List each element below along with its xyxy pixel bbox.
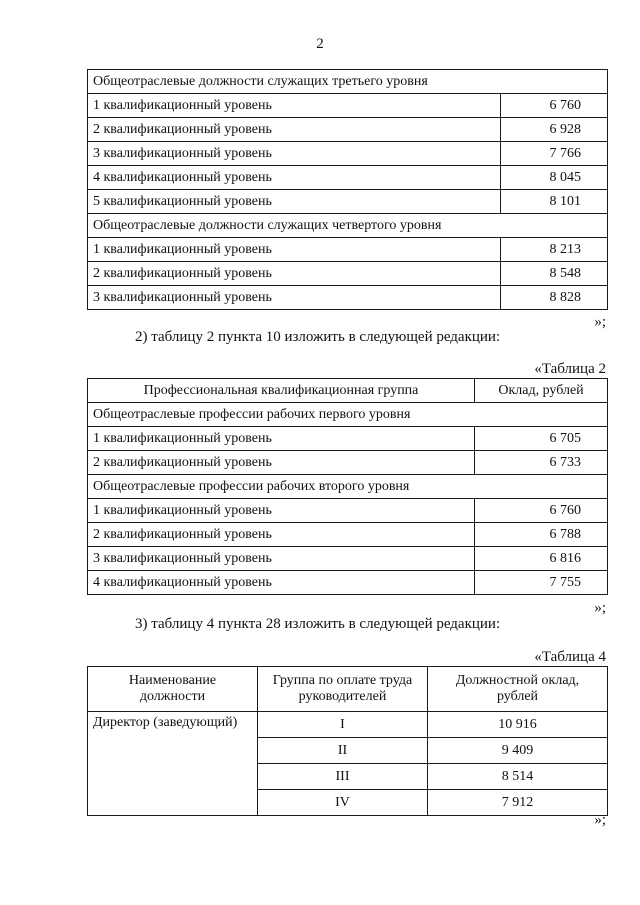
table-row <box>88 142 608 166</box>
header-line: Должностной оклад, <box>455 673 580 688</box>
column-header-salary <box>428 667 608 712</box>
qualification-level: 2 квалификационный уровень <box>88 118 501 142</box>
salary-value: 7 912 <box>428 790 608 816</box>
table-row <box>88 427 608 451</box>
table-group-row <box>88 214 608 238</box>
salary-value: 7 755 <box>475 571 608 595</box>
table-group-row <box>88 475 608 499</box>
header-line: Наименование <box>128 673 217 688</box>
closing-quote: »; <box>594 600 606 616</box>
salary-value: 10 916 <box>428 712 608 738</box>
qualification-level: 4 квалификационный уровень <box>88 571 475 595</box>
pay-group: III <box>258 764 428 790</box>
table-caption: «Таблица 4 <box>534 649 606 665</box>
position-name: Директор (заведующий) <box>88 712 258 816</box>
qualification-level: 2 квалификационный уровень <box>88 451 475 475</box>
table-row <box>88 286 608 310</box>
paragraph-3: 3) таблицу 4 пункта 28 изложить в следующей редакции: <box>135 616 501 632</box>
group-title: Общеотраслевые должности служащих третьего уровня <box>88 70 608 94</box>
table-row <box>88 238 608 262</box>
qualification-level: 1 квалификационный уровень <box>88 238 501 262</box>
qualification-level: 1 квалификационный уровень <box>88 499 475 523</box>
table-header-row <box>88 667 608 712</box>
salary-value: 6 788 <box>475 523 608 547</box>
table-row <box>88 547 608 571</box>
table-header-row <box>88 379 608 403</box>
qualification-level: 3 квалификационный уровень <box>88 547 475 571</box>
table-row <box>88 190 608 214</box>
table-row <box>88 166 608 190</box>
table-row <box>88 262 608 286</box>
header-line: руководителей <box>298 689 387 704</box>
salary-value: 8 101 <box>501 190 608 214</box>
closing-quote: »; <box>594 314 606 330</box>
table-row <box>88 712 608 738</box>
table-group-row <box>88 403 608 427</box>
salary-value: 6 760 <box>501 94 608 118</box>
group-title: Общеотраслевые должности служащих четвертого уровня <box>88 214 608 238</box>
paragraph-2: 2) таблицу 2 пункта 10 изложить в следующей редакции: <box>135 329 501 345</box>
table-row <box>88 94 608 118</box>
table-row <box>88 571 608 595</box>
group-title: Общеотраслевые профессии рабочих первого уровня <box>88 403 608 427</box>
table-row <box>88 118 608 142</box>
qualification-level: 3 квалификационный уровень <box>88 286 501 310</box>
closing-quote: »; <box>594 812 606 828</box>
header-line: рублей <box>496 689 539 704</box>
salary-value: 8 548 <box>501 262 608 286</box>
page-number: 2 <box>316 36 324 52</box>
salary-table-workers <box>87 378 608 595</box>
qualification-level: 4 квалификационный уровень <box>88 166 501 190</box>
salary-table-directors <box>87 666 608 816</box>
salary-value: 8 514 <box>428 764 608 790</box>
table-group-row <box>88 70 608 94</box>
pay-group: IV <box>258 790 428 816</box>
salary-value: 8 213 <box>501 238 608 262</box>
pay-group: II <box>258 738 428 764</box>
salary-table-employees <box>87 69 608 310</box>
group-title: Общеотраслевые профессии рабочих второго уровня <box>88 475 608 499</box>
salary-value: 8 045 <box>501 166 608 190</box>
salary-value: 6 733 <box>475 451 608 475</box>
table-row <box>88 499 608 523</box>
salary-value: 7 766 <box>501 142 608 166</box>
table-row <box>88 451 608 475</box>
header-line: Группа по оплате труда <box>272 673 413 688</box>
salary-value: 6 760 <box>475 499 608 523</box>
column-header: Оклад, рублей <box>475 379 608 403</box>
column-header-group <box>258 667 428 712</box>
salary-value: 9 409 <box>428 738 608 764</box>
qualification-level: 2 квалификационный уровень <box>88 262 501 286</box>
salary-value: 8 828 <box>501 286 608 310</box>
qualification-level: 5 квалификационный уровень <box>88 190 501 214</box>
table-caption: «Таблица 2 <box>534 361 606 377</box>
qualification-level: 1 квалификационный уровень <box>88 94 501 118</box>
header-line: должности <box>139 689 206 704</box>
qualification-level: 3 квалификационный уровень <box>88 142 501 166</box>
salary-value: 6 816 <box>475 547 608 571</box>
salary-value: 6 928 <box>501 118 608 142</box>
table-row <box>88 523 608 547</box>
column-header: Профессиональная квалификационная группа <box>88 379 475 403</box>
column-header-position <box>88 667 258 712</box>
qualification-level: 2 квалификационный уровень <box>88 523 475 547</box>
pay-group: I <box>258 712 428 738</box>
salary-value: 6 705 <box>475 427 608 451</box>
qualification-level: 1 квалификационный уровень <box>88 427 475 451</box>
